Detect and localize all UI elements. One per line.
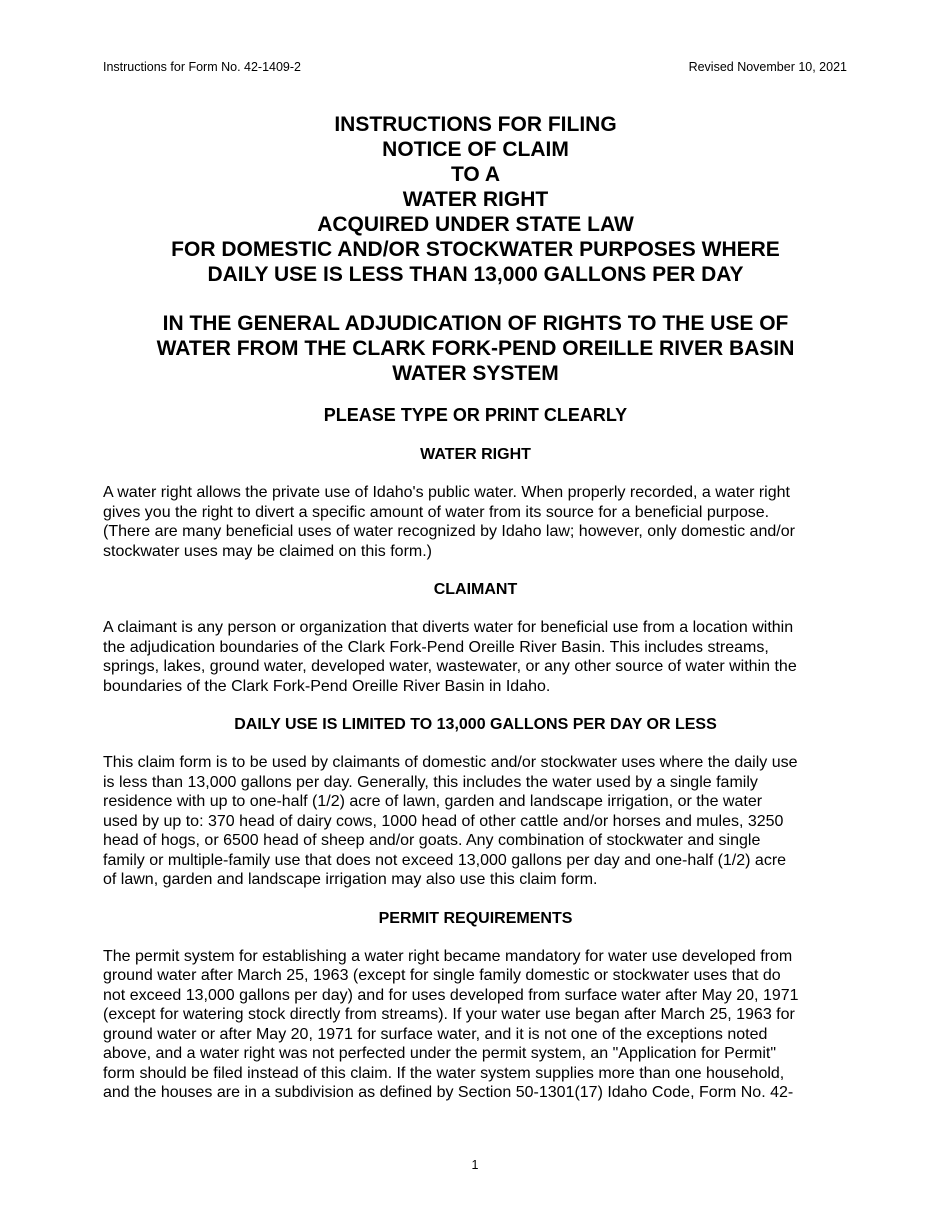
title-line: NOTICE OF CLAIM [382, 138, 569, 161]
paragraph-line: ground water or after May 20, 1971 for surface water, and it is not one of the exceptions noted [103, 1025, 768, 1043]
paragraph-line: used by up to: 370 head of dairy cows, 1000 head of other cattle and/or horses and mules, 3250 [103, 812, 784, 830]
page-header [103, 60, 847, 74]
section-paragraph-water-right [103, 483, 848, 561]
form-number-label: Instructions for Form No. 42-1409-2 [103, 60, 301, 74]
paragraph-line: gives you the right to divert a specific amount of water from its source for a beneficial purpose. [103, 503, 770, 521]
paragraph-line: form should be filed instead of this claim. If the water system supplies more than one household, [103, 1064, 785, 1082]
subtitle-line: WATER SYSTEM [392, 362, 559, 385]
paragraph-line: above, and a water right was not perfected under the permit system, an "Application for Permit" [103, 1045, 777, 1062]
title-line: FOR DOMESTIC AND/OR STOCKWATER PURPOSES WHERE [171, 238, 780, 261]
paragraph-line: The permit system for establishing a water right became mandatory for water use developed from [103, 947, 793, 965]
paragraph-line: the adjudication boundaries of the Clark Fork-Pend Oreille River Basin. This includes streams, [103, 638, 769, 656]
paragraph-line: boundaries of the Clark Fork-Pend Oreille River Basin in Idaho. [103, 677, 551, 695]
title-line: WATER RIGHT [402, 188, 549, 211]
document-subtitle [103, 311, 848, 386]
title-line: TO A [450, 163, 500, 186]
section-heading-daily-use: DAILY USE IS LIMITED TO 13,000 GALLONS PER DAY OR LESS [234, 716, 717, 733]
paragraph-line: not exceed 13,000 gallons per day) and for uses developed from surface water after May 20, 1971 [103, 986, 799, 1004]
page-number: 1 [471, 1158, 479, 1172]
paragraph-line: and the houses are in a subdivision as defined by Section 50-1301(17) Idaho Code, Form No. 42- [103, 1084, 794, 1101]
paragraph-line: (There are many beneficial uses of water recognized by Idaho law; however, only domestic and/or [103, 523, 795, 540]
paragraph-line: A claimant is any person or organization that diverts water for beneficial use from a location within [103, 619, 794, 636]
section-paragraph-claimant [103, 618, 848, 696]
section-paragraph-daily-use [103, 753, 848, 890]
section-heading-permit-requirements: PERMIT REQUIREMENTS [378, 909, 573, 927]
section-heading-water-right: WATER RIGHT [420, 446, 531, 463]
print-clearly-notice: PLEASE TYPE OR PRINT CLEARLY [323, 405, 628, 425]
title-line: DAILY USE IS LESS THAN 13,000 GALLONS PER DAY [207, 263, 744, 286]
paragraph-line: family or multiple-family use that does not exceed 13,000 gallons per day and one-half (1/2) acre [103, 851, 787, 869]
title-line: ACQUIRED UNDER STATE LAW [317, 213, 634, 236]
title-line: INSTRUCTIONS FOR FILING [334, 113, 617, 136]
paragraph-line: residence with up to one-half (1/2) acre of lawn, garden and landscape irrigation, or the water [103, 793, 763, 810]
section-paragraph-permit-requirements [103, 947, 848, 1103]
paragraph-line: is less than 13,000 gallons per day. Generally, this includes the water used by a single family [103, 773, 758, 791]
revision-date: Revised November 10, 2021 [688, 60, 847, 74]
paragraph-line: ground water after March 25, 1963 (except for single family domestic or stockwater uses that do [103, 967, 781, 984]
paragraph-line: A water right allows the private use of Idaho's public water. When properly recorded, a water right [103, 484, 790, 501]
document-title [103, 112, 848, 287]
paragraph-line: head of hogs, or 6500 head of sheep and/or goats. Any combination of stockwater and single [103, 832, 761, 849]
subtitle-line: IN THE GENERAL ADJUDICATION OF RIGHTS TO THE USE OF [162, 312, 789, 335]
section-heading-claimant: CLAIMANT [433, 581, 518, 598]
subtitle-line: WATER FROM THE CLARK FORK-PEND OREILLE RIVER BASIN [156, 337, 795, 360]
paragraph-line: (except for watering stock directly from streams). If your water use began after March 25, 1963 for [103, 1006, 795, 1023]
paragraph-line: stockwater uses may be claimed on this form.) [103, 542, 433, 560]
paragraph-line: of lawn, garden and landscape irrigation may also use this claim form. [103, 871, 598, 888]
document-body [103, 112, 848, 1103]
paragraph-line: This claim form is to be used by claimants of domestic and/or stockwater uses where the daily use [103, 754, 798, 771]
paragraph-line: springs, lakes, ground water, developed water, wastewater, or any other source of water within the [103, 658, 797, 675]
